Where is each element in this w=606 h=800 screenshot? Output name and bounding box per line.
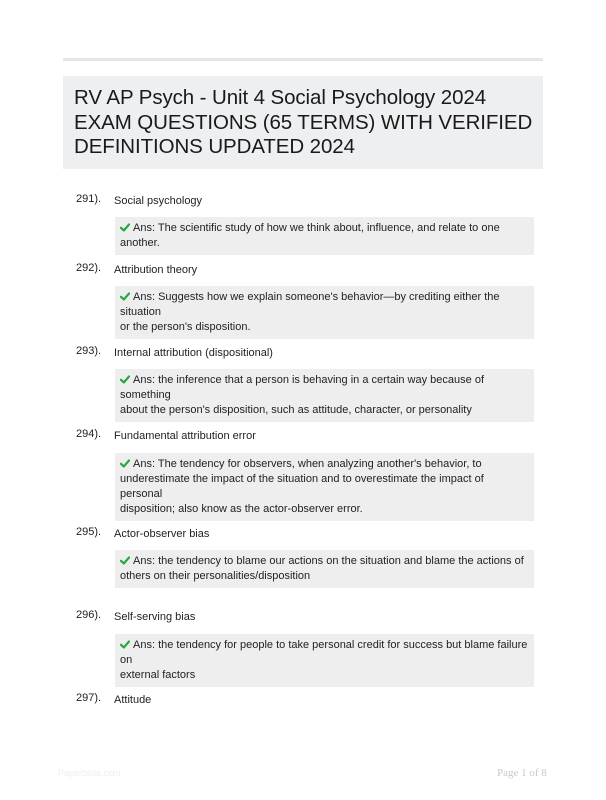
question-term: Self-serving bias (114, 611, 196, 623)
top-divider (63, 58, 543, 61)
answer-box (115, 634, 534, 687)
title-line: RV AP Psych - Unit 4 Social Psychology 2024 (74, 86, 486, 109)
question-number: 296). (76, 609, 102, 621)
answer-line (120, 290, 529, 320)
answer-text: Ans: the tendency to blame our actions on the situation and blame the actions of (133, 555, 524, 567)
question-number: 292). (76, 262, 102, 274)
answer-text: Ans: Suggests how we explain someone's behavior—by crediting either the situation (120, 291, 500, 318)
question-number: 295). (76, 526, 102, 538)
check-icon (120, 640, 130, 649)
question-number: 297). (76, 692, 102, 704)
check-icon (120, 223, 130, 232)
question-term: Attribution theory (114, 264, 198, 276)
answer-box (115, 453, 534, 521)
page-number: Page 1 of 8 (497, 767, 547, 779)
check-icon (120, 375, 130, 384)
answer-line (120, 221, 529, 251)
title-line: DEFINITIONS UPDATED 2024 (74, 135, 355, 158)
answer-line: or the person's disposition. (120, 321, 251, 333)
check-icon (120, 556, 130, 565)
check-icon (120, 292, 130, 301)
question-term: Social psychology (114, 195, 203, 207)
answer-box (115, 217, 534, 255)
answer-line: others on their personalities/disposition (120, 570, 311, 582)
answer-box (115, 369, 534, 422)
title-line: EXAM QUESTIONS (65 TERMS) WITH VERIFIED (74, 110, 533, 134)
question-number: 293). (76, 345, 102, 357)
answer-line: external factors (120, 669, 196, 681)
check-icon (120, 459, 130, 468)
answer-box (115, 550, 534, 588)
answer-line: about the person's disposition, such as attitude, character, or personality (120, 404, 472, 416)
question-term: Internal attribution (dispositional) (114, 347, 273, 359)
answer-text: Ans: The scientific study of how we think about, influence, and relate to one another. (120, 222, 500, 249)
answer-line: disposition; also know as the actor-observer error. (120, 503, 363, 515)
answer-text: Ans: The tendency for observers, when analyzing another's behavior, to (133, 458, 482, 470)
answer-line (120, 554, 529, 569)
answer-text: Ans: the inference that a person is behaving in a certain way because of something (120, 374, 484, 401)
answer-box (115, 286, 534, 339)
footer-watermark: Paperbible.com (58, 768, 121, 778)
answer-line (120, 638, 529, 668)
question-number: 291). (76, 193, 102, 205)
page-title (74, 86, 533, 160)
question-term: Actor-observer bias (114, 528, 210, 540)
answer-line (120, 373, 529, 403)
title-box (63, 76, 543, 169)
question-term: Attitude (114, 694, 152, 706)
question-number: 294). (76, 428, 102, 440)
answer-line (120, 457, 529, 472)
answer-text: Ans: the tendency for people to take personal credit for success but blame failure on (120, 639, 528, 666)
question-term: Fundamental attribution error (114, 430, 256, 442)
answer-line: underestimate the impact of the situation and to overestimate the impact of personal (120, 473, 484, 500)
